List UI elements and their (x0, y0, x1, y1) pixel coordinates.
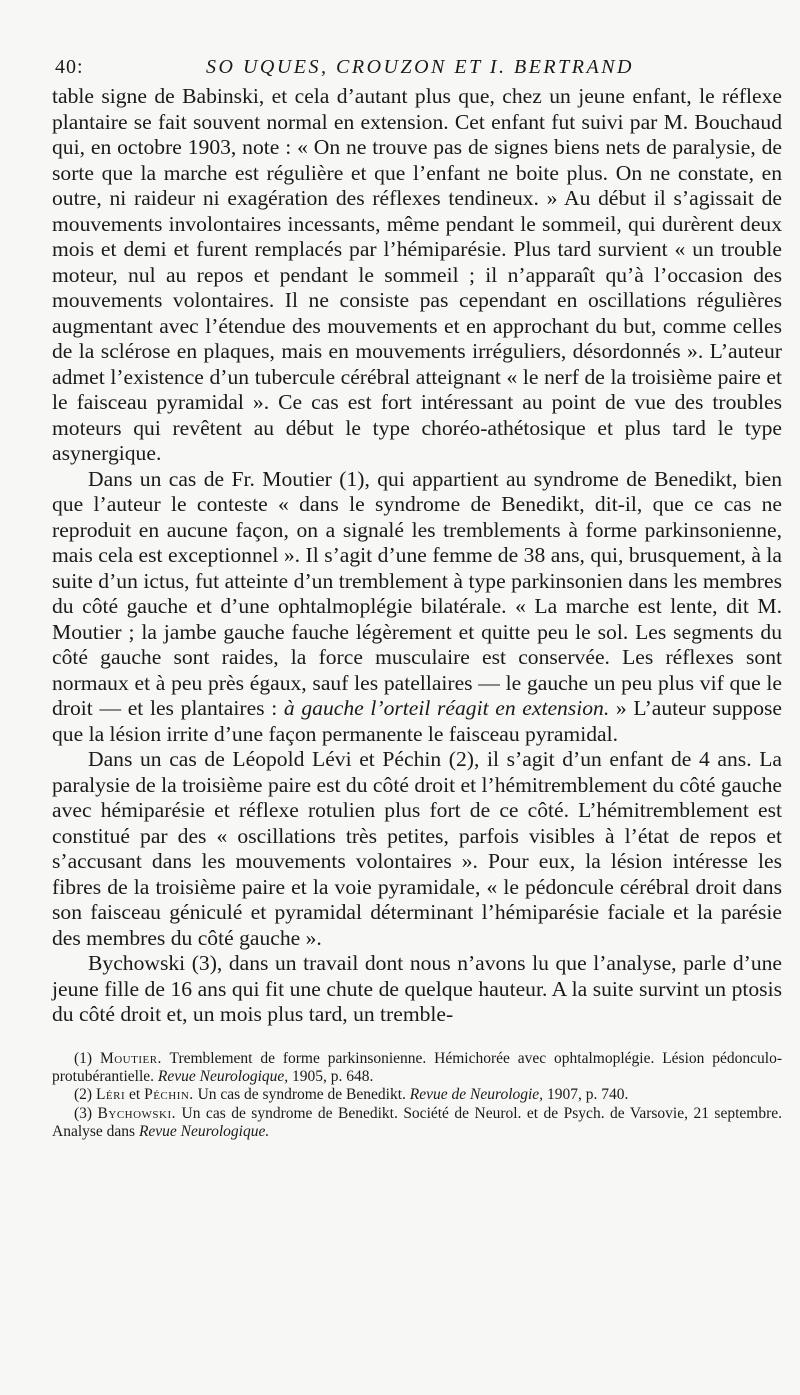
author-name: Bychowski. (97, 1104, 177, 1122)
text-segment: et (125, 1086, 145, 1104)
text-segment: (2) (74, 1086, 96, 1104)
author-name: Moutier. (99, 1050, 162, 1067)
footnotes (52, 1050, 782, 1141)
body-text (52, 84, 782, 1028)
text-segment: Dans un cas de Léopold Lévi et Péchin (2), il s’agit d’un enfant de 4 ans. La paralysie de la troisième paire est du côté droit et l’hémitremblement du côté gauche avec hémiparésie et réflexe rotulien plus fort de ce côté. L’hémitremblement est constitué par des « oscillations très petites, parfois visibles à l’état de repos et s’accusant dans les mouvements volontaires ». Pour eux, la lésion intéresse les fibres de la troisième paire et la voie pyramidale, « le pédoncule cérébral droit dans son faisceau géniculé et pyramidal déterminant l’hémiparésie faciale et la parésie des membres du côté gauche ». (52, 747, 782, 950)
text-segment: 1905, p. 648. (288, 1068, 374, 1086)
footnote (52, 1105, 782, 1141)
paragraph (52, 747, 782, 951)
page-number: 40: (55, 56, 84, 78)
footnote (52, 1086, 782, 1104)
text-segment: table signe de Babinski, et cela d’autant plus que, chez un jeune enfant, le réflexe plantaire se fait souvent normal en extension. Cet enfant fut suivi par M. Bouchaud qui, en octobre 1903, note : « On ne trouve pas de signes biens nets de paralysie, de sorte que la marche est régulière et que l’enfant ne boite plus. On ne constate, en outre, ni raideur ni exagération des réflexes tendineux. » Au début il s’agissait de mouvements involontaires incessants, même pendant le sommeil, qui durèrent deux mois et demi et furent remplacés par l’hémiparésie. Plus tard survient « un trouble moteur, nul au repos et pendant le sommeil ; il n’apparaît qu’à l’occasion des mouvements volontaires. Il ne consiste pas cependant en oscillations régulières augmentant avec l’étendue des mouvements et en approchant du but, comme celles de la sclérose en plaques, mais en mouvements irréguliers, désordonnés ». L’auteur admet l’existence d’un tubercule cérébral atteignant « le nerf de la troisième paire et le faisceau pyramidal ». Ce cas est fort intéressant au point de vue des troubles moteurs qui revêtent au début le type choréo-athétosique et plus tard le type asynergique. (52, 84, 782, 465)
italic-text: Revue de Neurologie, (409, 1086, 544, 1104)
paragraph (52, 84, 782, 467)
italic-text: à gauche l’orteil réagit en extension. (283, 696, 610, 720)
text-segment: Dans un cas de Fr. Moutier (1), qui appartient au syndrome de Benedikt, bien que l’auteur le conteste « dans le syndrome de Benedikt, dit-il, que ce cas ne reproduit en aucune façon, on a signalé les tremblements à forme parkinsonienne, mais cela est exceptionnel ». Il s’agit d’une femme de 38 ans, qui, brusquement, à la suite d’un ictus, fut atteinte d’un tremblement à type parkinsonien dans les membres du côté gauche et d’une ophtalmoplégie bilatérale. « La marche est lente, dit M. Moutier ; la jambe gauche fauche légèrement et quitte peu le sol. Les segments du côté gauche sont raides, la force musculaire est conservée. Les réflexes sont normaux et à peu près égaux, sauf les patellaires — le gauche un peu plus vif que le droit — et les plantaires : (52, 466, 782, 720)
page-header (55, 52, 785, 82)
text-segment: Bychowski (3), dans un travail dont nous n’avons lu que l’analyse, parle d’une jeune fille de 16 ans qui fit une chute de quelque hauteur. A la suite survint un ptosis du côté droit et, un mois plus tard, un tremble- (52, 951, 782, 1026)
text-segment: » L’auteur suppose que la lésion irrite d’une façon permanente le faisceau pyramidal. (52, 696, 782, 746)
running-head: SO UQUES, CROUZON ET I. BERTRAND (206, 56, 634, 78)
author-name: Léri (95, 1086, 126, 1104)
text-segment: Un cas de syndrome de Benedikt. Société de Neurol. et de Psych. de Varsovie, 21 septembre. Analyse dans (52, 1104, 782, 1140)
text-segment: (1) (74, 1050, 100, 1067)
text-segment: Tremblement de forme parkinsonienne. Hémichorée avec ophtalmoplégie. Lésion pédonculo-protubérantielle. (52, 1050, 782, 1086)
paragraph (52, 951, 782, 1028)
footnote (52, 1050, 782, 1086)
author-name: Péchin. (144, 1086, 194, 1104)
paragraph (52, 467, 782, 748)
text-segment: 1907, p. 740. (543, 1086, 629, 1104)
italic-text: Revue Neurologique, (157, 1068, 289, 1086)
text-segment: (3) (74, 1104, 98, 1122)
text-segment: Un cas de syndrome de Benedikt. (193, 1086, 410, 1104)
italic-text: Revue Neurologique. (138, 1122, 270, 1140)
